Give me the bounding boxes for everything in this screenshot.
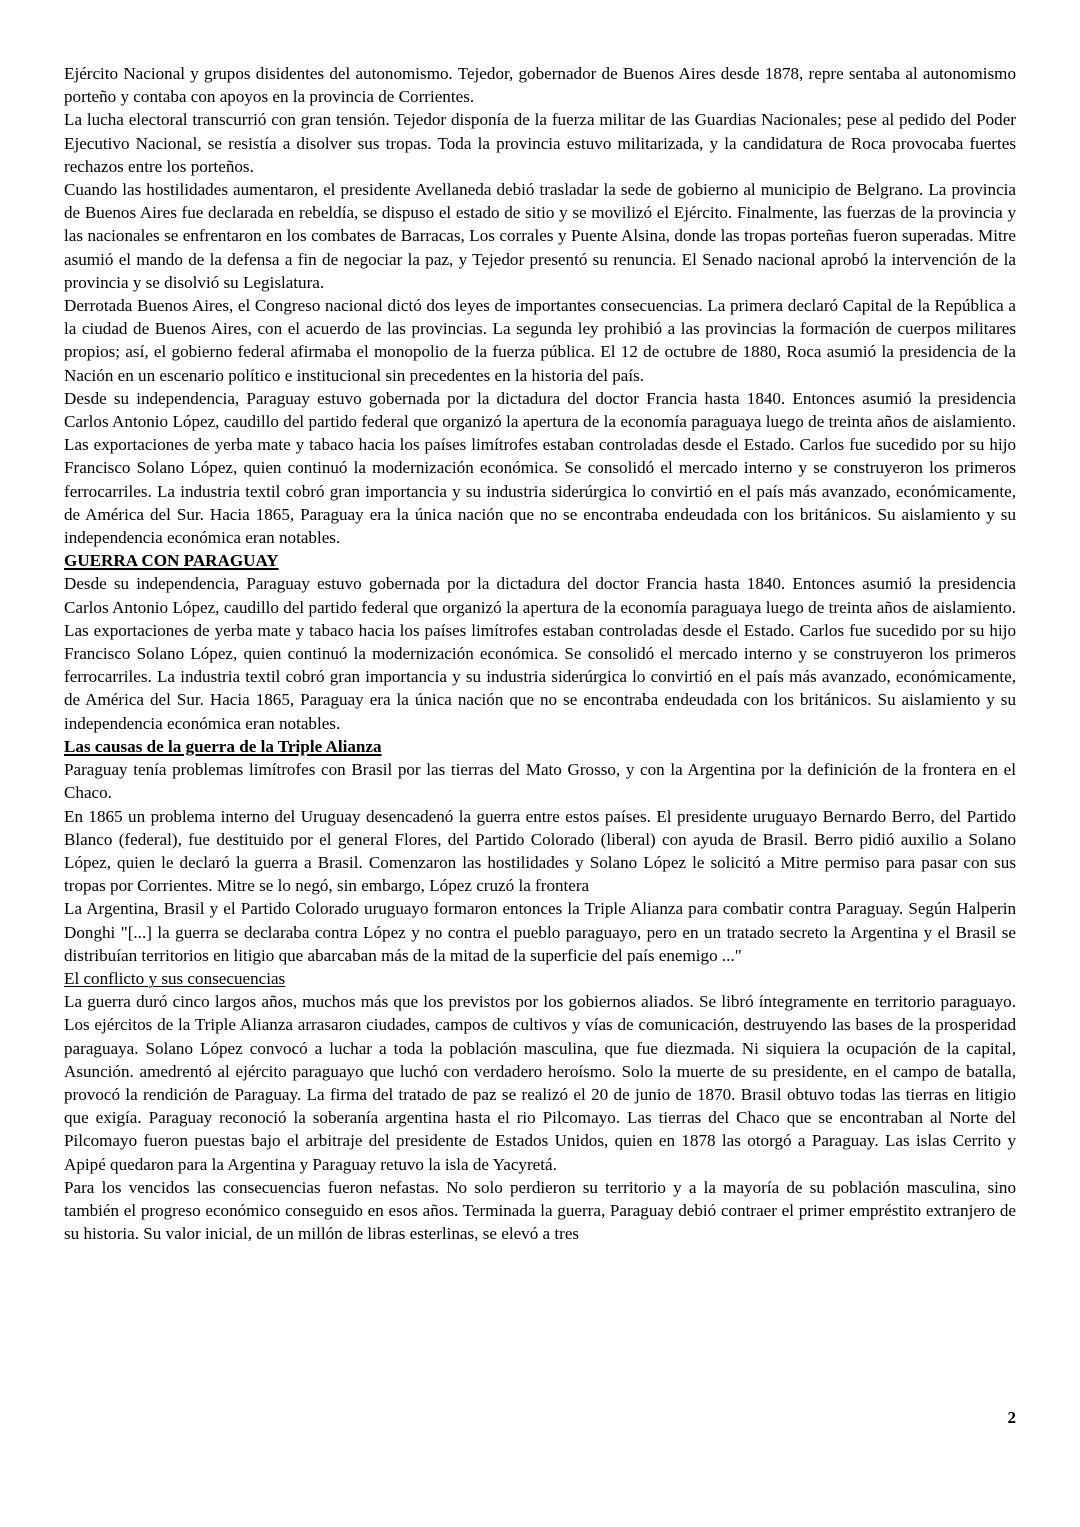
paragraph-problema-interno-uruguay: En 1865 un problema interno del Uruguay desencadenó la guerra entre estos países. El presidente uruguayo Bernardo Berro, del Partido Blanco (federal), fue destituido por el general Flores, del Partido Colorado (liberal) con ayuda de Brasil. Berro pidió auxilio a Solano López, quien le declaró la guerra a Brasil. Comenzaron las hostilidades y Solano López le solicitó a Mitre permiso para pasar con sus tropas por Corrientes. Mitre se lo negó, sin embargo, López cruzó la frontera [64,806,1016,896]
paragraph-paraguay-independencia-primera: Desde su independencia, Paraguay estuvo gobernada por la dictadura del doctor Francia hasta 1840. Entonces asumió la presidencia Carlos Antonio López, caudillo del partido federal que organizó la apertura de la economía paraguaya luego de treinta años de aislamiento. Las exportaciones de yerba mate y tabaco hacia los países limítrofes estaban controladas desde el Estado. Carlos fue sucedido por su hijo Francisco Solano López, quien continuó la modernización económica. Se consolidó el mercado interno y se construyeron los primeros ferrocarriles. La industria textil cobró gran importancia y su industria siderúrgica lo convirtió en el país más avanzado, económicamente, de América del Sur. Hacia 1865, Paraguay era la única nación que no se encontraba endeudada con los británicos. Su aislamiento y su independencia económica eran notables. [64,388,1016,548]
heading-causas-triple-alianza-text: Las causas de la guerra de la Triple Alianza [64,736,382,756]
paragraph-problemas-limitrofes: Paraguay tenía problemas limítrofes con Brasil por las tierras del Mato Grosso, y con la Argentina por la definición de la frontera en el Chaco. [64,760,1016,803]
paragraph-guerra-duro-cinco-anos: La guerra duró cinco largos años, muchos más que los previstos por los gobiernos aliados. Se libró íntegramente en territorio paraguayo. Los ejércitos de la Triple Alianza arrasaron ciudades, campos de cultivos y vías de comunicación, destruyendo las bases de la prosperidad paraguaya. Solano López convocó a luchar a toda la población masculina, que fue diezmada. Ni siquiera la ocupación de la capital, Asunción. amedrentó al ejército paraguayo que luchó con verdadero heroísmo. Solo la muerte de su presidente, en el campo de batalla, provocó la rendición de Paraguay. La firma del tratado de paz se realizó el 20 de junio de 1870. Brasil obtuvo todas las tierras en litigio que exigía. Paraguay reconoció la soberanía argentina hasta el rio Pilcomayo. Las tierras del Chaco que se encontraban al Norte del Pilcomayo fueron puestas bajo el arbitraje del presidente de Estados Unidos, quien en 1878 las otorgó a Paraguay. Las islas Cerrito y Apipé quedaron para la Argentina y Paraguay retuvo la isla de Yacyretá. [64,992,1016,1174]
paragraph-derrotada-buenos-aires: Derrotada Buenos Aires, el Congreso nacional dictó dos leyes de importantes consecuencias. La primera declaró Capital de la República a la ciudad de Buenos Aires, con el acuerdo de las provincias. La segunda ley prohibió a las provincias la formación de cuerpos militares propios; así, el gobierno federal afirmaba el monopolio de la fuerza pública. El 12 de octubre de 1880, Roca asumió la presidencia de la Nación en un escenario político e institucional sin precedentes en la historia del país. [64,296,1016,385]
paragraph-hostilidades: Cuando las hostilidades aumentaron, el presidente Avellaneda debió trasladar la sede de gobierno al municipio de Belgrano. La provincia de Buenos Aires fue declarada en rebeldía, se dispuso el estado de sitio y se movilizó el Ejército. Finalmente, las fuerzas de la provincia y las nacionales se enfrentaron en los combates de Barracas, Los corrales y Puente Alsina, donde las tropas porteñas fueron superadas. Mitre asumió el mando de la defensa a fin de negociar la paz, y Tejedor presentó su renuncia. El Senado nacional aprobó la intervención de la provincia y se disolvió su Legislatura. [64,180,1016,292]
heading-guerra-con-paraguay [64,549,1016,572]
paragraph-paraguay-independencia-segunda: Desde su independencia, Paraguay estuvo gobernada por la dictadura del doctor Francia hasta 1840. Entonces asumió la presidencia Carlos Antonio López, caudillo del partido federal que organizó la apertura de la economía paraguaya luego de treinta años de aislamiento. Las exportaciones de yerba mate y tabaco hacia los países limítrofes estaban controladas desde el Estado. Carlos fue sucedido por su hijo Francisco Solano López, quien continuó la modernización económica. Se consolidó el mercado interno y se construyeron los primeros ferrocarriles. La industria textil cobró gran importancia y su industria siderúrgica lo convirtió en el país más avanzado, económicamente, de América del Sur. Hacia 1865, Paraguay era la única nación que no se encontraba endeudada con los británicos. Su aislamiento y su independencia económica eran notables. [64,574,1016,733]
paragraph-vencidos-consecuencias: Para los vencidos las consecuencias fueron nefastas. No solo perdieron su territorio y a la mayoría de su población masculina, sino también el progreso económico conseguido en esos años. Terminada la guerra, Paraguay debió contraer el primer empréstito extranjero de su historia. Su valor inicial, de un millón de libras esterlinas, se elevó a tres [64,1177,1016,1244]
subheading-conflicto-consecuencias [64,967,1016,990]
subheading-conflicto-consecuencias-text: El conflicto y sus consecuencias [64,968,286,988]
page-number: 2 [1007,1408,1016,1427]
paragraph-triple-alianza-formacion: La Argentina, Brasil y el Partido Colorado uruguayo formaron entonces la Triple Alianza para combatir contra Paraguay. Según Halperin Donghi "[...] la guerra se declaraba contra López y no contra el pueblo paraguayo, pero en un tratado secreto la Argentina y el Brasil se distribuían territorios en litigio que abarcaban más de la mitad de la superficie del país enemigo ..." [64,899,1016,965]
document-body [64,62,1016,1245]
heading-guerra-con-paraguay-text: GUERRA CON PARAGUAY [64,551,279,571]
paragraph-ejercito-nacional: Ejército Nacional y grupos disidentes del autonomismo. Tejedor, gobernador de Buenos Aires desde 1878, repre sentaba al autonomismo porteño y contaba con apoyos en la provincia de Corrientes. [64,64,1016,107]
heading-causas-triple-alianza [64,735,1016,758]
paragraph-lucha-electoral: La lucha electoral transcurrió con gran tensión. Tejedor disponía de la fuerza militar de las Guardias Nacionales; pese al pedido del Poder Ejecutivo Nacional, se resistía a disolver sus tropas. Toda la provincia estuvo militarizada, y la candidatura de Roca provocaba fuertes rechazos entre los porteños. [64,110,1016,176]
